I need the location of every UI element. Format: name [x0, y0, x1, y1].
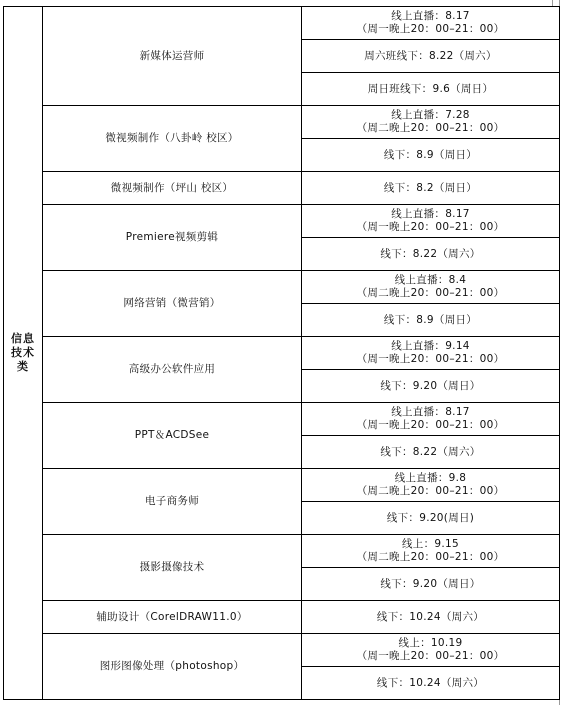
- schedule-text: 线上直播：8.4 （周二晚上20：00–21：00）: [356, 274, 505, 299]
- schedule-text: 线下：8.22（周六）: [380, 247, 481, 260]
- schedule-text: 周日班线下：9.6（周日）: [367, 82, 494, 95]
- course-name: 新媒体运营师: [43, 7, 302, 106]
- schedule-text: 线上直播：8.17 （周一晚上20：00–21：00）: [356, 406, 505, 431]
- category-label-line: 类: [17, 360, 29, 373]
- schedule-text: 线下：8.2（周日）: [383, 181, 478, 194]
- schedule-text: 线下：9.20（周日）: [380, 577, 481, 590]
- schedule-cell: [302, 370, 560, 403]
- schedule-cell: [302, 469, 560, 502]
- schedule-cell: [302, 40, 560, 73]
- schedule-cell: [302, 436, 560, 469]
- category-label-line: 信息: [11, 332, 35, 345]
- course-schedule-table: [3, 6, 560, 700]
- schedule-text: 线下：8.22（周六）: [380, 445, 481, 458]
- course-name: 微视频制作（八卦岭 校区）: [43, 106, 302, 172]
- schedule-cell: [302, 205, 560, 238]
- category-cell: [4, 7, 43, 700]
- schedule-cell: [302, 139, 560, 172]
- schedule-cell: [302, 337, 560, 370]
- schedule-text: 线上直播：8.17 （周一晚上20：00–21：00）: [356, 10, 505, 35]
- course-name: Premiere视频剪辑: [43, 205, 302, 271]
- course-name: 辅助设计（CorelDRAW11.0）: [43, 601, 302, 634]
- schedule-cell: [302, 7, 560, 40]
- schedule-text: 线上直播：8.17 （周一晚上20：00–21：00）: [356, 208, 505, 233]
- schedule-cell: [302, 634, 560, 667]
- course-name: 网络营销（微营销）: [43, 271, 302, 337]
- schedule-text: 线上直播：7.28 （周二晚上20：00–21：00）: [356, 109, 505, 134]
- schedule-text: 线下：10.24（周六）: [376, 676, 485, 689]
- schedule-text: 线上：9.15 （周二晚上20：00–21：00）: [356, 538, 505, 563]
- schedule-text: 线下：8.9（周日）: [383, 148, 478, 161]
- course-name: 电子商务师: [43, 469, 302, 535]
- schedule-text: 线下：9.20(周日): [386, 511, 475, 524]
- course-name: PPT＆ACDSee: [43, 403, 302, 469]
- schedule-cell: [302, 271, 560, 304]
- schedule-text: 线上直播：9.8 （周二晚上20：00–21：00）: [356, 472, 505, 497]
- schedule-text: 线下：9.20（周日）: [380, 379, 481, 392]
- schedule-text: 线上：10.19 （周一晚上20：00–21：00）: [356, 637, 505, 662]
- schedule-cell: [302, 106, 560, 139]
- course-name: 摄影摄像技术: [43, 535, 302, 601]
- course-name: 高级办公软件应用: [43, 337, 302, 403]
- schedule-cell: [302, 667, 560, 700]
- schedule-cell: [302, 73, 560, 106]
- course-name: 微视频制作（坪山 校区）: [43, 172, 302, 205]
- schedule-cell: [302, 502, 560, 535]
- course-name: 图形图像处理（photoshop）: [43, 634, 302, 700]
- schedule-cell: [302, 403, 560, 436]
- schedule-text: 线下：8.9（周日）: [383, 313, 478, 326]
- schedule-text: 线下：10.24（周六）: [376, 610, 485, 623]
- schedule-cell: [302, 172, 560, 205]
- schedule-cell: [302, 568, 560, 601]
- schedule-cell: [302, 304, 560, 337]
- schedule-sheet: [3, 0, 560, 705]
- schedule-cell: [302, 601, 560, 634]
- schedule-cell: [302, 535, 560, 568]
- schedule-cell: [302, 238, 560, 271]
- category-label-line: 技术: [11, 346, 35, 359]
- schedule-text: 线上直播：9.14 （周一晚上20：00–21：00）: [356, 340, 505, 365]
- schedule-text: 周六班线下：8.22（周六）: [364, 49, 497, 62]
